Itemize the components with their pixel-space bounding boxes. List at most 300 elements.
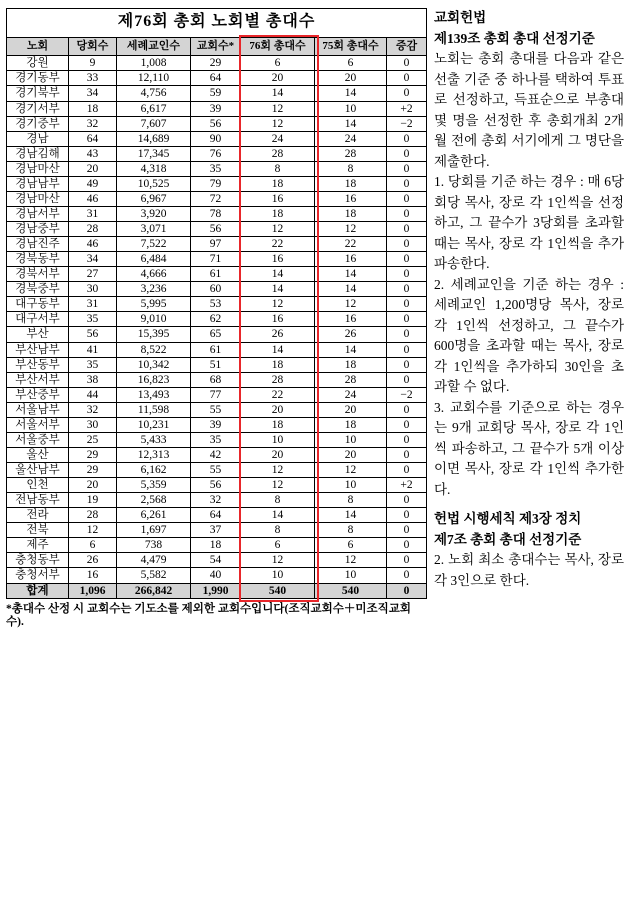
cell-delegates-76: 8: [241, 161, 315, 176]
cell-change: 0: [387, 206, 427, 221]
bylaw-article-7-title: 제7조 총회 총대 선정기준: [434, 531, 582, 547]
cell-change: 0: [387, 508, 427, 523]
cell-baptized: 7,607: [117, 116, 191, 131]
cell-change: 0: [387, 297, 427, 312]
table-title: 제76회 총회 노회별 총대수: [7, 9, 427, 38]
cell-change: 0: [387, 312, 427, 327]
cell-presbytery: 울산: [7, 447, 69, 462]
cell-delegates-75: 24: [315, 131, 387, 146]
paragraph-spacer: [434, 500, 624, 509]
table-panel: [6, 8, 422, 908]
cell-baptized: 10,231: [117, 417, 191, 432]
cell-delegates-75: 12: [315, 553, 387, 568]
cell-baptized: 9,010: [117, 312, 191, 327]
cell-presbytery: 부산중부: [7, 387, 69, 402]
cell-presbytery: 강원: [7, 56, 69, 71]
cell-delegates-76: 8: [241, 493, 315, 508]
cell-change: 0: [387, 56, 427, 71]
table-row: [7, 342, 427, 357]
cell-delegates-75: 14: [315, 116, 387, 131]
cell-delegates-75: 14: [315, 282, 387, 297]
cell-change: 0: [387, 523, 427, 538]
table-row: [7, 71, 427, 86]
cell-presbytery: 서울중부: [7, 432, 69, 447]
cell-churches: 54: [191, 553, 241, 568]
cell-baptized: 1,697: [117, 523, 191, 538]
cell-delegates-75: 16: [315, 191, 387, 206]
cell-change: 0: [387, 493, 427, 508]
cell-churches: 55: [191, 463, 241, 478]
table-row: [7, 116, 427, 131]
column-header-presbytery: 노회: [7, 37, 69, 56]
cell-presbytery: 경남진주: [7, 237, 69, 252]
cell-baptized: 6,261: [117, 508, 191, 523]
table-row: [7, 86, 427, 101]
cell-baptized: 6,617: [117, 101, 191, 116]
cell-sessions: 29: [69, 463, 117, 478]
cell-delegates-76: 18: [241, 206, 315, 221]
table-row: [7, 312, 427, 327]
cell-baptized: 6,162: [117, 463, 191, 478]
cell-baptized: 5,582: [117, 568, 191, 583]
table-row: [7, 191, 427, 206]
table-row: [7, 463, 427, 478]
cell-presbytery: 경남남부: [7, 176, 69, 191]
cell-delegates-75: 18: [315, 357, 387, 372]
cell-delegates-75: 26: [315, 327, 387, 342]
cell-churches: 35: [191, 161, 241, 176]
cell-delegates-76: 18: [241, 417, 315, 432]
cell-delegates-75: 14: [315, 86, 387, 101]
cell-baptized: 15,395: [117, 327, 191, 342]
cell-delegates-76: 12: [241, 222, 315, 237]
cell-sessions: 49: [69, 176, 117, 191]
cell-baptized: 5,359: [117, 478, 191, 493]
table-row: [7, 372, 427, 387]
cell-presbytery: 경남서부: [7, 206, 69, 221]
cell-baptized: 14,689: [117, 131, 191, 146]
cell-sessions: 64: [69, 131, 117, 146]
article-139-intro: 노회는 총회 총대를 다음과 같은 선출 기준 중 하나를 택하여 투표로 선정하고, 득표순으로 부총대 몇 명을 선정한 후 총회개최 2개월 전에 총회 서기에게 그 명단을 제출한다.: [434, 51, 624, 169]
cell-delegates-76: 6: [241, 56, 315, 71]
cell-delegates-76: 12: [241, 101, 315, 116]
table-row: [7, 327, 427, 342]
cell-change: 0: [387, 372, 427, 387]
cell-delegates-75: 18: [315, 417, 387, 432]
cell-baptized: 16,823: [117, 372, 191, 387]
table-row: [7, 357, 427, 372]
cell-sessions: 16: [69, 568, 117, 583]
cell-delegates-76: 26: [241, 327, 315, 342]
cell-churches: 56: [191, 116, 241, 131]
cell-delegates-75: 12: [315, 463, 387, 478]
cell-sessions: 34: [69, 86, 117, 101]
bylaw-chapter-title: 헌법 시행세칙 제3장 정치: [434, 511, 582, 527]
cell-delegates-76: 16: [241, 312, 315, 327]
cell-baptized: 6,484: [117, 252, 191, 267]
cell-baptized: 11,598: [117, 402, 191, 417]
cell-sessions: 44: [69, 387, 117, 402]
cell-change: 0: [387, 417, 427, 432]
cell-delegates-76: 14: [241, 267, 315, 282]
cell-delegates-76: 22: [241, 237, 315, 252]
table-header-row: [7, 37, 427, 56]
cell-churches: 72: [191, 191, 241, 206]
cell-baptized: 1,008: [117, 56, 191, 71]
table-total-row: [7, 583, 427, 598]
cell-churches: 76: [191, 146, 241, 161]
cell-churches: 60: [191, 282, 241, 297]
column-header-delegates-75: 75회 총대수: [315, 37, 387, 56]
cell-delegates-76: 14: [241, 86, 315, 101]
cell-delegates-76: 20: [241, 402, 315, 417]
cell-delegates-76: 10: [241, 568, 315, 583]
table-row: [7, 176, 427, 191]
column-header-delegates-76: 76회 총대수: [241, 37, 315, 56]
cell-presbytery: 울산남부: [7, 463, 69, 478]
cell-sessions: 41: [69, 342, 117, 357]
table-row: [7, 493, 427, 508]
cell-delegates-76: 22: [241, 387, 315, 402]
cell-baptized: 8,522: [117, 342, 191, 357]
table-row: [7, 161, 427, 176]
cell-churches: 71: [191, 252, 241, 267]
cell-delegates-76: 12: [241, 553, 315, 568]
cell-churches: 61: [191, 342, 241, 357]
cell-change: 0: [387, 538, 427, 553]
cell-baptized: 3,236: [117, 282, 191, 297]
cell-baptized: 4,666: [117, 267, 191, 282]
cell-presbytery: 경남마산: [7, 191, 69, 206]
table-row: [7, 146, 427, 161]
cell-change: 0: [387, 463, 427, 478]
cell-delegates-76: 14: [241, 282, 315, 297]
total-churches: 1,990: [191, 583, 241, 598]
cell-change: 0: [387, 191, 427, 206]
cell-presbytery: 충청서부: [7, 568, 69, 583]
column-header-churches: 교회수*: [191, 37, 241, 56]
cell-sessions: 30: [69, 417, 117, 432]
cell-sessions: 32: [69, 402, 117, 417]
cell-baptized: 10,342: [117, 357, 191, 372]
cell-presbytery: 경남마산: [7, 161, 69, 176]
cell-baptized: 4,479: [117, 553, 191, 568]
cell-delegates-75: 14: [315, 508, 387, 523]
cell-presbytery: 부산: [7, 327, 69, 342]
cell-sessions: 32: [69, 116, 117, 131]
cell-sessions: 27: [69, 267, 117, 282]
cell-sessions: 33: [69, 71, 117, 86]
cell-churches: 35: [191, 432, 241, 447]
cell-churches: 32: [191, 493, 241, 508]
column-header-change: 증감: [387, 37, 427, 56]
cell-presbytery: 대구서부: [7, 312, 69, 327]
cell-churches: 39: [191, 101, 241, 116]
cell-delegates-76: 6: [241, 538, 315, 553]
table-row: [7, 222, 427, 237]
cell-sessions: 31: [69, 206, 117, 221]
cell-baptized: 4,756: [117, 86, 191, 101]
cell-delegates-76: 14: [241, 342, 315, 357]
cell-churches: 39: [191, 417, 241, 432]
article-139-item-2: 2. 세례교인을 기준 하는 경우 : 세례교인 1,200명당 목사, 장로 각 1인씩 선정하고, 그 끝수가 600명을 초과할 때는 목사, 장로 각 1인씩을 추가하되 30인을 초과할 수 없다.: [434, 276, 624, 395]
table-row: [7, 237, 427, 252]
cell-baptized: 3,071: [117, 222, 191, 237]
table-row: [7, 56, 427, 71]
total-delegates-75: 540: [315, 583, 387, 598]
cell-presbytery: 경기동부: [7, 71, 69, 86]
cell-change: −2: [387, 387, 427, 402]
table-row: [7, 508, 427, 523]
cell-baptized: 2,568: [117, 493, 191, 508]
cell-change: 0: [387, 86, 427, 101]
cell-change: 0: [387, 282, 427, 297]
cell-sessions: 19: [69, 493, 117, 508]
constitution-panel: [422, 8, 624, 908]
cell-sessions: 35: [69, 312, 117, 327]
cell-baptized: 738: [117, 538, 191, 553]
cell-delegates-76: 12: [241, 463, 315, 478]
cell-change: 0: [387, 161, 427, 176]
table-row: [7, 402, 427, 417]
cell-sessions: 46: [69, 237, 117, 252]
cell-presbytery: 경북중부: [7, 282, 69, 297]
cell-delegates-75: 8: [315, 161, 387, 176]
table-body: [7, 56, 427, 583]
cell-sessions: 25: [69, 432, 117, 447]
cell-presbytery: 전라: [7, 508, 69, 523]
cell-churches: 55: [191, 402, 241, 417]
cell-delegates-76: 20: [241, 447, 315, 462]
table-row: [7, 568, 427, 583]
cell-delegates-75: 14: [315, 267, 387, 282]
cell-change: 0: [387, 568, 427, 583]
cell-delegates-76: 28: [241, 146, 315, 161]
cell-change: 0: [387, 357, 427, 372]
table-row: [7, 432, 427, 447]
cell-churches: 78: [191, 206, 241, 221]
cell-churches: 56: [191, 478, 241, 493]
table-row: [7, 538, 427, 553]
cell-baptized: 12,110: [117, 71, 191, 86]
cell-churches: 62: [191, 312, 241, 327]
cell-baptized: 12,313: [117, 447, 191, 462]
cell-presbytery: 경기중부: [7, 116, 69, 131]
table-row: [7, 206, 427, 221]
cell-presbytery: 경북동부: [7, 252, 69, 267]
cell-churches: 64: [191, 71, 241, 86]
cell-sessions: 56: [69, 327, 117, 342]
column-header-sessions: 당회수: [69, 37, 117, 56]
cell-presbytery: 경남김해: [7, 146, 69, 161]
table-row: [7, 417, 427, 432]
cell-change: 0: [387, 342, 427, 357]
table-row: [7, 478, 427, 493]
cell-change: 0: [387, 447, 427, 462]
cell-sessions: 30: [69, 282, 117, 297]
bylaw-article-7-item-2: 2. 노회 최소 총대수는 목사, 장로 각 3인으로 한다.: [434, 552, 624, 588]
table-row: [7, 282, 427, 297]
cell-presbytery: 경북서부: [7, 267, 69, 282]
cell-delegates-75: 18: [315, 176, 387, 191]
cell-churches: 64: [191, 508, 241, 523]
cell-baptized: 5,995: [117, 297, 191, 312]
cell-churches: 18: [191, 538, 241, 553]
cell-churches: 61: [191, 267, 241, 282]
cell-sessions: 28: [69, 222, 117, 237]
table-row: [7, 101, 427, 116]
table-row: [7, 267, 427, 282]
cell-churches: 42: [191, 447, 241, 462]
cell-delegates-75: 24: [315, 387, 387, 402]
cell-presbytery: 경기북부: [7, 86, 69, 101]
cell-sessions: 18: [69, 101, 117, 116]
table-row: [7, 553, 427, 568]
cell-delegates-76: 28: [241, 372, 315, 387]
cell-delegates-76: 20: [241, 71, 315, 86]
cell-presbytery: 제주: [7, 538, 69, 553]
cell-sessions: 29: [69, 447, 117, 462]
cell-churches: 51: [191, 357, 241, 372]
cell-delegates-75: 6: [315, 538, 387, 553]
total-change: 0: [387, 583, 427, 598]
cell-delegates-75: 10: [315, 568, 387, 583]
total-sessions: 1,096: [69, 583, 117, 598]
cell-change: 0: [387, 553, 427, 568]
cell-churches: 90: [191, 131, 241, 146]
cell-churches: 56: [191, 222, 241, 237]
cell-baptized: 13,493: [117, 387, 191, 402]
cell-delegates-75: 28: [315, 372, 387, 387]
cell-sessions: 28: [69, 508, 117, 523]
cell-sessions: 35: [69, 357, 117, 372]
cell-change: 0: [387, 71, 427, 86]
cell-churches: 29: [191, 56, 241, 71]
cell-churches: 77: [191, 387, 241, 402]
cell-baptized: 6,967: [117, 191, 191, 206]
table-row: [7, 523, 427, 538]
cell-presbytery: 대구동부: [7, 297, 69, 312]
cell-delegates-76: 12: [241, 116, 315, 131]
cell-delegates-75: 10: [315, 478, 387, 493]
cell-change: 0: [387, 237, 427, 252]
table-row: [7, 297, 427, 312]
cell-sessions: 38: [69, 372, 117, 387]
article-139-title: 제139조 총회 총대 선정기준: [434, 30, 595, 46]
cell-delegates-75: 12: [315, 297, 387, 312]
cell-change: +2: [387, 478, 427, 493]
table-row: [7, 387, 427, 402]
cell-sessions: 43: [69, 146, 117, 161]
cell-sessions: 20: [69, 478, 117, 493]
total-label: 합계: [7, 583, 69, 598]
cell-change: −2: [387, 116, 427, 131]
cell-churches: 65: [191, 327, 241, 342]
cell-baptized: 5,433: [117, 432, 191, 447]
cell-churches: 68: [191, 372, 241, 387]
cell-presbytery: 경남중부: [7, 222, 69, 237]
cell-change: 0: [387, 146, 427, 161]
cell-baptized: 4,318: [117, 161, 191, 176]
cell-sessions: 6: [69, 538, 117, 553]
cell-churches: 40: [191, 568, 241, 583]
cell-delegates-75: 10: [315, 101, 387, 116]
cell-presbytery: 서울서부: [7, 417, 69, 432]
cell-delegates-75: 22: [315, 237, 387, 252]
cell-delegates-76: 10: [241, 432, 315, 447]
cell-delegates-76: 24: [241, 131, 315, 146]
cell-sessions: 12: [69, 523, 117, 538]
cell-delegates-75: 8: [315, 493, 387, 508]
table-row: [7, 447, 427, 462]
cell-presbytery: 전북: [7, 523, 69, 538]
cell-delegates-76: 16: [241, 191, 315, 206]
cell-sessions: 31: [69, 297, 117, 312]
cell-sessions: 34: [69, 252, 117, 267]
cell-delegates-76: 16: [241, 252, 315, 267]
cell-delegates-76: 18: [241, 176, 315, 191]
cell-presbytery: 전남동부: [7, 493, 69, 508]
cell-presbytery: 서울남부: [7, 402, 69, 417]
sidebar-heading: 교회헌법: [434, 10, 487, 25]
cell-delegates-75: 14: [315, 342, 387, 357]
cell-churches: 79: [191, 176, 241, 191]
cell-delegates-75: 28: [315, 146, 387, 161]
cell-change: 0: [387, 432, 427, 447]
cell-delegates-75: 16: [315, 252, 387, 267]
cell-baptized: 17,345: [117, 146, 191, 161]
cell-change: 0: [387, 267, 427, 282]
cell-change: 0: [387, 176, 427, 191]
cell-change: +2: [387, 101, 427, 116]
table-row: [7, 252, 427, 267]
cell-delegates-75: 20: [315, 402, 387, 417]
cell-presbytery: 인천: [7, 478, 69, 493]
cell-change: 0: [387, 402, 427, 417]
cell-sessions: 46: [69, 191, 117, 206]
cell-sessions: 9: [69, 56, 117, 71]
cell-presbytery: 부산남부: [7, 342, 69, 357]
cell-delegates-75: 12: [315, 222, 387, 237]
cell-change: 0: [387, 327, 427, 342]
delegate-count-table: [6, 8, 427, 599]
cell-delegates-76: 12: [241, 478, 315, 493]
cell-baptized: 10,525: [117, 176, 191, 191]
cell-change: 0: [387, 252, 427, 267]
column-header-baptized: 세례교인수: [117, 37, 191, 56]
cell-delegates-76: 18: [241, 357, 315, 372]
cell-delegates-76: 8: [241, 523, 315, 538]
article-139-item-3: 3. 교회수를 기준으로 하는 경우는 9개 교회당 목사, 장로 각 1인씩 파송하고, 그 끝수가 5개 이상이면 목사, 장로 각 1인씩 추가한다.: [434, 399, 624, 497]
cell-baptized: 3,920: [117, 206, 191, 221]
cell-change: 0: [387, 222, 427, 237]
cell-delegates-76: 14: [241, 508, 315, 523]
table-footnote: *총대수 산정 시 교회수는 기도소를 제외한 교회수입니다(조직교회수＋미조직교회수).: [6, 602, 411, 629]
cell-delegates-76: 12: [241, 297, 315, 312]
cell-delegates-75: 10: [315, 432, 387, 447]
table-row: [7, 131, 427, 146]
cell-delegates-75: 20: [315, 71, 387, 86]
cell-delegates-75: 18: [315, 206, 387, 221]
cell-presbytery: 경남: [7, 131, 69, 146]
total-delegates-76: 540: [241, 583, 315, 598]
cell-delegates-75: 16: [315, 312, 387, 327]
cell-presbytery: 부산동부: [7, 357, 69, 372]
cell-churches: 37: [191, 523, 241, 538]
cell-sessions: 26: [69, 553, 117, 568]
cell-churches: 53: [191, 297, 241, 312]
article-139-item-1: 1. 당회를 기준 하는 경우 : 매 6당회당 목사, 장로 각 1인씩을 선정하고, 그 끝수가 3당회를 초과할 때는 목사, 장로 각 1인씩을 추가 파송한다.: [434, 174, 624, 272]
